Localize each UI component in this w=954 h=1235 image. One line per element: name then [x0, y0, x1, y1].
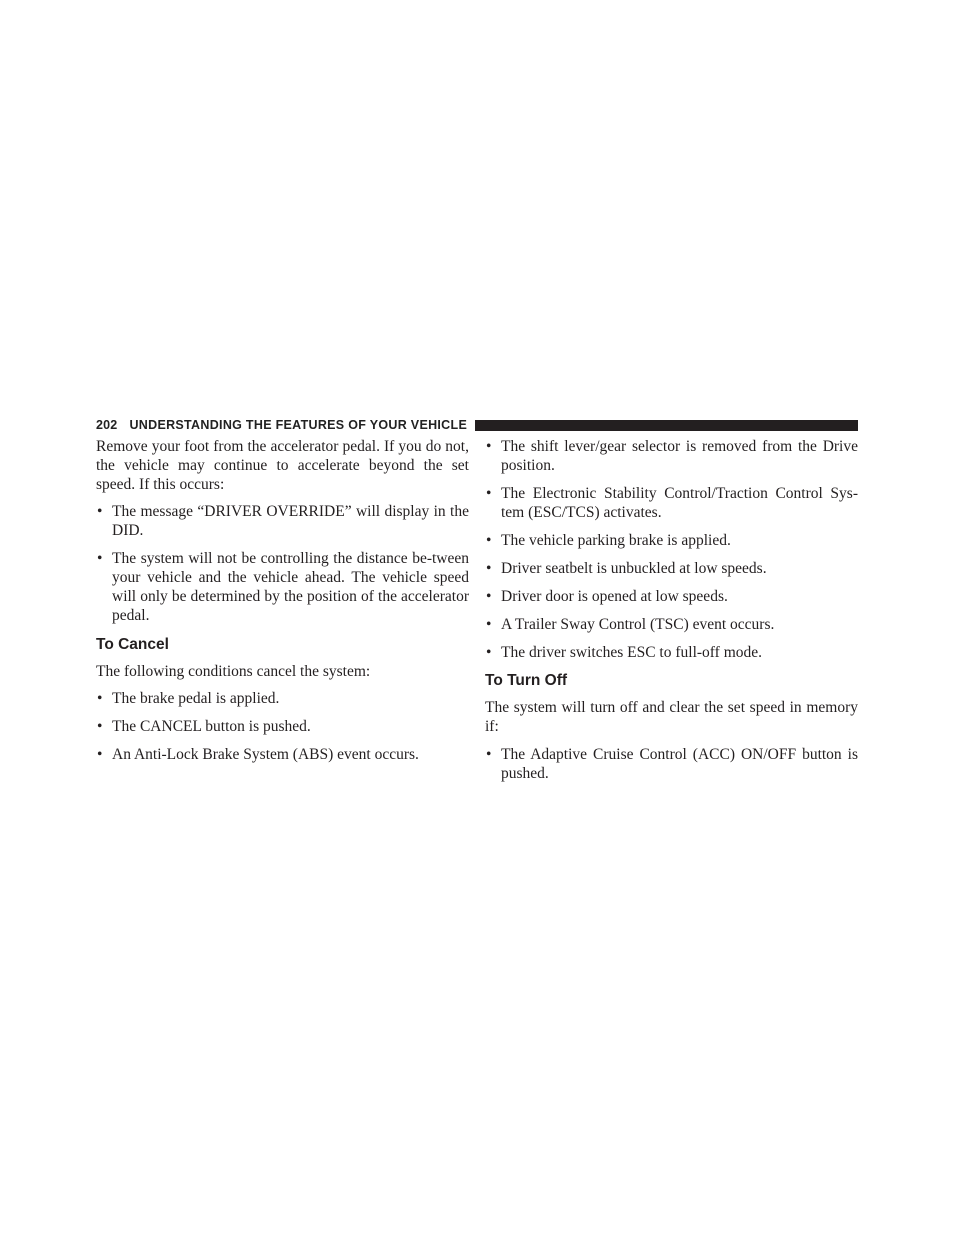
bullet-icon: • [97, 746, 103, 764]
bullet-icon: • [486, 531, 492, 549]
list-item-text: The brake pedal is applied. [112, 690, 280, 708]
list-item [96, 550, 469, 625]
list-item [485, 616, 858, 635]
to-turn-off-heading: To Turn Off [485, 672, 568, 690]
list-item-text: A Trailer Sway Control (TSC) event occurs. [501, 615, 775, 633]
bullet-icon: • [486, 438, 492, 455]
section-title: UNDERSTANDING THE FEATURES OF YOUR VEHICLE [129, 418, 468, 432]
list-item [485, 746, 858, 784]
list-item-text: The vehicle parking brake is applied. [501, 531, 731, 549]
list-item [485, 588, 858, 607]
bullet-icon: • [486, 615, 492, 633]
list-item-text: The system will not be controlling the distance be-tween your vehicle and the vehicle ahead. The vehicle speed will only be determined by the position of the accelerator pedal. [112, 550, 469, 624]
list-item [96, 746, 469, 765]
list-item [485, 532, 858, 551]
intro-paragraph: Remove your foot from the accelerator pedal. If you do not, the vehicle may continue to accelerate beyond the set speed. If this occurs: [96, 438, 469, 493]
bullet-icon: • [486, 587, 492, 605]
left-column [96, 438, 469, 774]
list-item [96, 690, 469, 709]
list-item-text: The Adaptive Cruise Control (ACC) ON/OFF button is pushed. [501, 746, 858, 782]
bullet-icon: • [486, 643, 492, 661]
list-item-text: The message “DRIVER OVERRIDE” will display in the DID. [112, 503, 469, 540]
list-item-text: The CANCEL button is pushed. [112, 718, 311, 736]
list-item [96, 503, 469, 541]
turn-off-intro-paragraph: The system will turn off and clear the set speed in memory if: [485, 699, 858, 736]
right-column [485, 438, 858, 793]
bullet-icon: • [486, 484, 492, 502]
page-number: 202 [96, 418, 118, 432]
bullet-icon: • [97, 718, 103, 736]
bullet-icon: • [486, 746, 492, 764]
bullet-icon: • [97, 550, 103, 568]
list-item-text: An Anti-Lock Brake System (ABS) event occurs. [112, 746, 419, 764]
cancel-intro-paragraph: The following conditions cancel the system: [96, 662, 371, 680]
header-rule [475, 420, 858, 431]
list-item [485, 560, 858, 579]
page-header [96, 416, 858, 434]
list-item [485, 438, 858, 476]
bullet-icon: • [486, 559, 492, 577]
list-item-text: Driver door is opened at low speeds. [501, 587, 728, 605]
override-bullet-list [96, 503, 469, 625]
turn-off-bullet-list [485, 746, 858, 784]
list-item [485, 485, 858, 523]
list-item-text: The Electronic Stability Control/Traction Control Sys-tem (ESC/TCS) activates. [501, 484, 858, 521]
to-cancel-heading: To Cancel [96, 635, 169, 653]
list-item-text: Driver seatbelt is unbuckled at low speeds. [501, 559, 767, 577]
list-item [96, 718, 469, 737]
cancel-bullet-list-continued [485, 438, 858, 662]
list-item-text: The shift lever/gear selector is removed from the Drive position. [501, 438, 858, 474]
bullet-icon: • [97, 690, 103, 708]
list-item-text: The driver switches ESC to full-off mode. [501, 643, 763, 661]
list-item [485, 644, 858, 663]
bullet-icon: • [97, 503, 103, 521]
cancel-bullet-list [96, 690, 469, 765]
